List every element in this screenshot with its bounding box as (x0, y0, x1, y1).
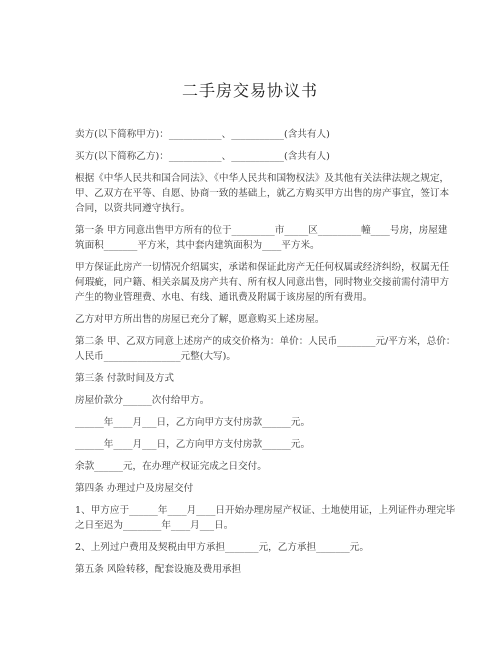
balance-line: 余款______元，在办理产权证完成之日交付。 (75, 461, 267, 472)
article-4-item-1-line-1: 1、甲方应于______年____月____日开始办理房屋产权证、土地使用证，上列证件办理完毕 (75, 505, 456, 516)
guarantee-line-2: 何瑕疵，同户籍、相关亲属及房产共有、所有权人同意出售，同时物业交接前需付清甲方 (75, 277, 450, 288)
buyer-acknowledgement: 乙方对甲方所出售的房屋已充分了解，愿意购买上述房屋。 (75, 314, 325, 325)
preamble-line-1: 根据《中华人民共和国合同法》、《中华人民共和国物权法》及其他有关法律法规之规定， (75, 173, 450, 184)
guarantee-line-3: 产生的物业管理费、水电、有线、通讯费及附属于该房屋的所有费用。 (75, 292, 373, 303)
payment-line-1: ______年____月___日，乙方向甲方支付房款______元。 (75, 417, 311, 428)
preamble-line-2: 甲、乙双方在平等、自愿、协商一致的基础上，就乙方购买甲方出售的房产事宜，签订本 (75, 188, 450, 199)
article-4-item-1-line-2: 之日至迟为________年____月___日。 (75, 520, 234, 531)
preamble-line-3: 合同，以资共同遵守执行。 (75, 203, 191, 214)
article-1-line-2: 筑面积_______平方米，其中套内建筑面积为____平方米。 (75, 240, 320, 251)
article-4-heading: 第四条 办理过户及房屋交付 (75, 483, 194, 494)
article-4-item-2: 2、上列过户费用及契税由甲方承担_______元，乙方承担_______元。 (75, 542, 369, 553)
article-2-line-2: 人民币________________元整(大写)。 (75, 351, 236, 362)
article-3-heading: 第三条 付款时间及方式 (75, 373, 174, 384)
guarantee-line-1: 甲方保证此房产一切情况介绍属实，承诺和保证此房产无任何权属或经济纠纷，权属无任 (75, 262, 450, 273)
payment-line-2: ______年____月___日，乙方向甲方支付房款______元。 (75, 439, 311, 450)
article-2-line-1: 第二条 甲、乙双方同意上述房产的成交价格为：单价：人民币________元/平方米，总价： (75, 336, 456, 347)
seller-line: 卖方(以下简称甲方)：___________、___________(含共有人) (75, 129, 330, 140)
document-title: 二手房交易协议书 (181, 81, 318, 100)
installments-line: 房屋价款分______次付给甲方。 (75, 395, 210, 406)
buyer-line: 买方(以下简称乙方)：___________、___________(含共有人) (75, 151, 330, 162)
article-1-line-1: 第一条 甲方同意出售甲方所有的位于_________市_____区_________幢____号房，房屋建 (75, 225, 448, 236)
article-5-heading: 第五条 风险转移，配套设施及费用承担 (75, 564, 242, 575)
